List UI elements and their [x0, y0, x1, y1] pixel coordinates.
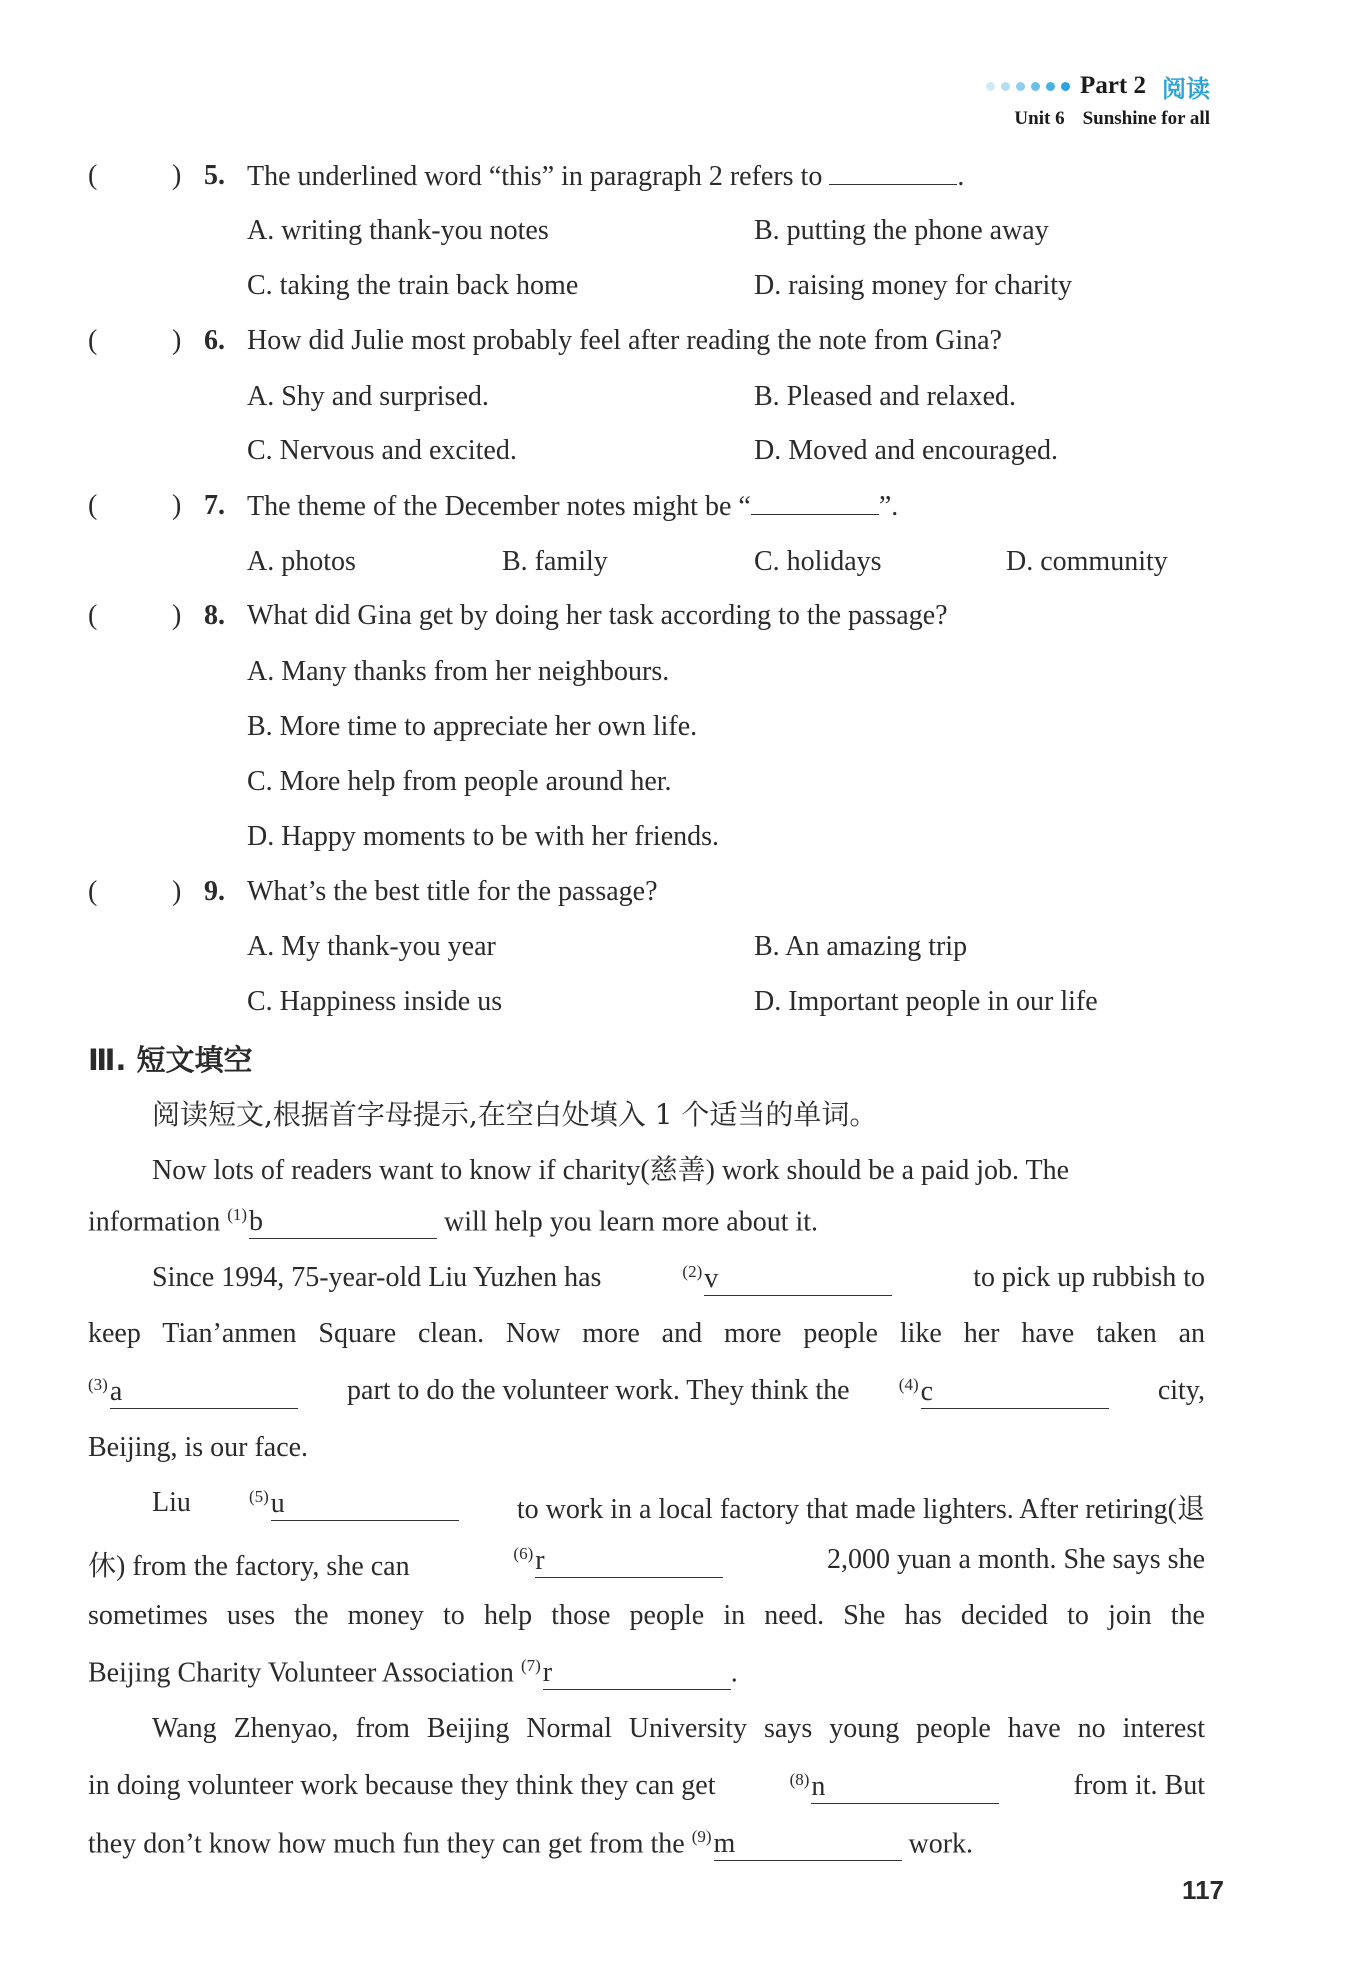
answer-paren-open: ( — [88, 160, 98, 191]
passage-text: Beijing, is our face. — [88, 1432, 309, 1463]
option-a: A. writing thank-you notes — [247, 215, 549, 246]
passage-text: in doing volunteer work because they think they can get — [88, 1770, 716, 1801]
passage-line — [88, 1205, 818, 1239]
option-c: C. More help from people around her. — [247, 766, 672, 797]
unit-title: Sunshine for all — [1082, 108, 1210, 129]
answer-paren-close: ) — [172, 600, 182, 631]
answer-blank — [751, 490, 879, 515]
passage-text: they don’t know how much fun they can get from the — [88, 1828, 685, 1860]
dot-icon — [1001, 82, 1010, 91]
passage-text: from it. But — [1073, 1770, 1205, 1801]
passage-text: work. — [908, 1828, 974, 1860]
passage-line — [88, 1600, 1205, 1632]
fill-blank-4[interactable]: c — [921, 1376, 1109, 1409]
option-a: A. Shy and surprised. — [247, 381, 489, 412]
gap-number: (2) — [682, 1262, 703, 1281]
passage-text: to work in a local factory that made lighters. After retiring(退 — [516, 1494, 1205, 1525]
option-c: C. taking the train back home — [247, 270, 579, 301]
option-a: A. My thank-you year — [247, 931, 496, 962]
passage-line — [88, 1656, 738, 1690]
answer-paren-close: ) — [172, 325, 182, 356]
answer-paren-close: ) — [172, 876, 182, 907]
passage-text: will help you learn more about it. — [444, 1206, 819, 1238]
answer-paren-close: ) — [172, 490, 182, 521]
question-stem: What’s the best title for the passage? — [247, 876, 658, 907]
question-number: 5. — [204, 160, 225, 191]
answer-paren-open: ( — [88, 876, 98, 907]
passage-line — [152, 1713, 1205, 1745]
option-a: A. photos — [247, 546, 356, 577]
page-header — [986, 68, 1210, 130]
stem-text: The underlined word “this” in paragraph 2 refers to — [247, 161, 823, 192]
option-d: D. raising money for charity — [754, 270, 1073, 301]
section-label: 阅读 — [1162, 74, 1210, 103]
decorative-dots — [986, 82, 1070, 91]
passage-text: . — [730, 1657, 738, 1689]
stem-text: The theme of the December notes might be “ — [247, 491, 751, 522]
dot-icon — [1016, 82, 1025, 91]
part-label: Part 2 — [1080, 72, 1146, 99]
answer-paren-open: ( — [88, 600, 98, 631]
gap-number: (6) — [513, 1544, 534, 1563]
question-number: 7. — [204, 490, 225, 521]
gap-number: (4) — [898, 1375, 919, 1394]
gap-number: (3) — [88, 1375, 108, 1394]
fill-blank-2[interactable]: v — [704, 1263, 892, 1296]
passage-line — [152, 1487, 1205, 1527]
question-number: 9. — [204, 876, 225, 907]
passage-text: 2,000 yuan a month. She says she — [827, 1544, 1205, 1575]
option-d: D. Important people in our life — [754, 986, 1098, 1017]
passage-text: information — [88, 1206, 221, 1238]
fill-blank-1[interactable]: b — [249, 1206, 437, 1239]
answer-paren-close: ) — [172, 160, 182, 191]
question-stem — [247, 490, 898, 523]
fill-blank-8[interactable]: n — [811, 1771, 999, 1804]
option-c: C. holidays — [754, 546, 882, 577]
question-stem: What did Gina get by doing her task according to the passage? — [247, 600, 948, 631]
passage-text: Beijing Charity Volunteer Association — [88, 1657, 514, 1689]
unit-label: Unit 6 — [1014, 108, 1065, 129]
passage-line — [88, 1375, 1205, 1409]
passage-text: to pick up rubbish to — [973, 1262, 1205, 1293]
gap-number: (5) — [248, 1487, 269, 1506]
fill-blank-6[interactable]: r — [535, 1545, 723, 1578]
option-c: C. Happiness inside us — [247, 986, 503, 1017]
option-b: B. family — [502, 546, 608, 577]
dot-icon — [1031, 82, 1040, 91]
fill-blank-3[interactable]: a — [110, 1376, 298, 1409]
passage-text: Liu — [152, 1487, 191, 1518]
gap-number: (7) — [520, 1656, 541, 1675]
passage-text: city, — [1157, 1375, 1205, 1406]
passage-text: sometimes uses the money to help those people in need. She has decided to join the — [88, 1600, 1205, 1631]
answer-paren-open: ( — [88, 490, 98, 521]
section-instruction: 阅读短文,根据首字母提示,在空白处填入 1 个适当的单词。 — [152, 1098, 878, 1131]
passage-text: keep Tian’anmen Square clean. Now more and more people like her have taken an — [88, 1318, 1205, 1349]
option-d: D. community — [1006, 546, 1168, 577]
stem-text-end: ”. — [878, 491, 899, 522]
passage-line — [88, 1432, 308, 1464]
passage-text: Since 1994, 75-year-old Liu Yuzhen has — [152, 1262, 602, 1293]
option-a: A. Many thanks from her neighbours. — [247, 656, 670, 687]
fill-blank-9[interactable]: m — [714, 1828, 902, 1861]
page-number: 117 — [1182, 1875, 1224, 1905]
gap-number: (9) — [691, 1827, 712, 1846]
gap-number: (1) — [227, 1205, 248, 1224]
stem-text-end: . — [957, 161, 965, 192]
option-b: B. More time to appreciate her own life. — [247, 711, 698, 742]
passage-line — [152, 1262, 1205, 1296]
gap-number: (8) — [789, 1770, 810, 1789]
section-title: Ⅲ. 短文填空 — [88, 1043, 253, 1077]
passage-line — [88, 1770, 1205, 1804]
option-b: B. An amazing trip — [754, 931, 968, 962]
question-stem: How did Julie most probably feel after reading the note from Gina? — [247, 325, 1002, 356]
option-d: D. Happy moments to be with her friends. — [247, 821, 720, 852]
dot-icon — [1061, 82, 1070, 91]
passage-line — [88, 1544, 1205, 1584]
passage-text: part to do the volunteer work. They think the — [347, 1375, 850, 1406]
answer-paren-open: ( — [88, 325, 98, 356]
question-number: 8. — [204, 600, 225, 631]
passage-text: Now lots of readers want to know if charity(慈善) work should be a paid job. The — [152, 1155, 1070, 1186]
passage-line — [88, 1318, 1205, 1350]
fill-blank-7[interactable]: r — [543, 1657, 731, 1690]
passage-line — [88, 1827, 973, 1861]
passage-text: Wang Zhenyao, from Beijing Normal University says young people have no interest — [152, 1713, 1205, 1744]
option-b: B. Pleased and relaxed. — [754, 381, 1017, 412]
option-c: C. Nervous and excited. — [247, 435, 517, 466]
option-b: B. putting the phone away — [754, 215, 1049, 246]
dot-icon — [1046, 82, 1055, 91]
passage-line — [152, 1148, 1205, 1188]
question-stem — [247, 160, 964, 193]
question-number: 6. — [204, 325, 225, 356]
fill-blank-5[interactable]: u — [271, 1488, 459, 1521]
dot-icon — [986, 82, 995, 91]
answer-blank — [829, 160, 957, 185]
option-d: D. Moved and encouraged. — [754, 435, 1059, 466]
passage-text: 休) from the factory, she can — [88, 1551, 410, 1582]
